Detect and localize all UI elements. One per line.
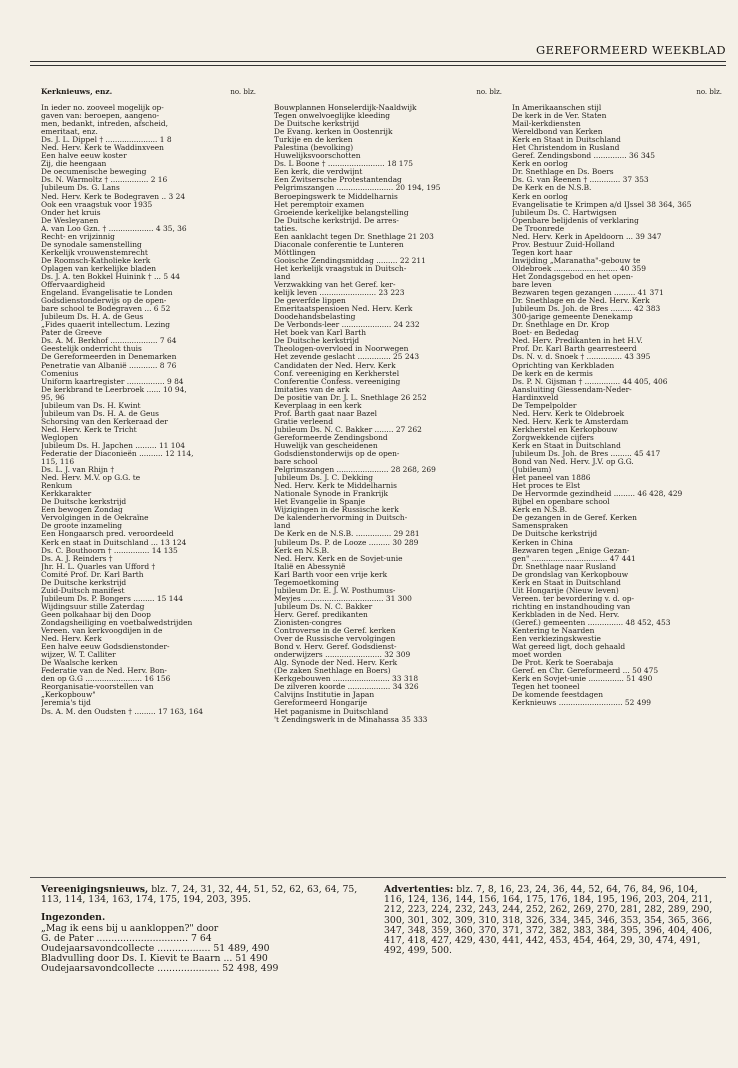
index-entry: De Waalsche kerken (41, 659, 118, 668)
index-entry: Evangelisatie te Krimpen a/d IJssel 38 364, 365 (512, 200, 692, 209)
index-entry: Een halve eeuw koster (41, 152, 127, 161)
index-entry: men, bedankt, intreden, afscheid, (41, 120, 169, 129)
column-1-header (41, 88, 256, 104)
index-entry: gaven van: beroepen, aangeno- (41, 112, 160, 121)
index-entry: Kerk en oorlog (512, 192, 568, 201)
ingezonden-entry: „Mag ik eens bij u aankloppen?" door (41, 923, 219, 934)
index-entry: Beroepingswerk te Middelharnis (274, 192, 398, 201)
index-entry: Jubileum van Ds. H. A. de Geus (41, 409, 159, 418)
index-entry: Geref. Zendingsbond .............. 36 345 (512, 152, 656, 161)
index-entry: Wijzigingen in de Russische kerk (274, 506, 399, 515)
index-entry: De positie van Dr. J. L. Snethlage 26 252 (274, 393, 427, 402)
index-entry: Turkije en de kerken (274, 136, 353, 145)
index-entry: De Duitsche kerkstrijd (41, 498, 127, 507)
index-entry: Ds. P. N. Gijsman † ............... 44 405, 406 (512, 377, 668, 386)
index-entry: Een aanklacht tegen Dr. Snethlage 21 203 (274, 232, 434, 241)
index-entry: De zilveren koorde .................. 34 326 (274, 683, 419, 692)
index-entry: onderwijzers ........................ 32 309 (274, 651, 411, 660)
index-entry: Ds. J. L. Dippel † ...................... 1 8 (41, 136, 172, 145)
index-entry: Jubileum Ds. Joh. de Bres ......... 42 383 (512, 305, 661, 314)
index-entry: Het peremptoir examen (274, 200, 365, 209)
index-entry: (Jubileum) (512, 466, 552, 475)
index-entry: Jubileum van Ds. H. Kwint (41, 401, 141, 410)
index-entry: Tegen onwelvoeglijke kleeding (274, 112, 391, 121)
index-entry: Conferentie Confess. vereeniging (274, 377, 401, 386)
index-entry: De Duitsche kerkstrijd. De arres- (274, 216, 399, 225)
index-entry: A. van Loo Gzn. † ................... 4 35, 36 (41, 224, 187, 233)
index-entry: Bond v. Herv. Geref. Godsdienst- (274, 643, 397, 652)
index-entry: Het paganisme in Duitschland (274, 707, 389, 716)
index-entry: Kerkherstel en Kerkopbouw (512, 425, 618, 434)
index-entry: Kerken in China (512, 538, 573, 547)
index-entry: Ned. Herv. Predikanten in het H.V. (512, 337, 643, 346)
index-entry: Vereen. van kerkvoogdijen in de (41, 627, 163, 636)
index-entry: Het Christendom in Rusland (512, 144, 620, 153)
index-entry: Oplagen van kerkelijke bladen (41, 264, 157, 273)
index-entry: taties. (274, 224, 298, 233)
index-entry: Tegen kort haar (512, 248, 573, 257)
index-entry: Pelgrimszangen ...................... 28 268, 269 (274, 466, 436, 475)
column-2-number-header: no. blz. (476, 88, 502, 96)
index-entry: Jubileum Ds. P. Bongers ......... 15 144 (41, 594, 183, 603)
index-entry: Prof. Dr. Karl Barth gearresteerd (512, 345, 637, 354)
index-entry: Samenspraken (512, 522, 569, 531)
index-entry: Godsdienstonderwijs op de open- (274, 450, 400, 459)
index-entry: Kerk en Staat in Duitschland (512, 136, 621, 145)
index-entry: Controverse in de Geref. kerken (274, 627, 396, 636)
index-entry: Uit Hongarije (Nieuw leven) (512, 586, 619, 595)
index-entry: Conf. vereeniging en Kerkherstel (274, 369, 400, 378)
index-entry: Het zevende geslacht .............. 25 243 (274, 353, 420, 362)
index-entry: De Duitsche kerkstrijd (274, 120, 360, 129)
index-entry: Theologen-overvloed in Noorwegen (274, 345, 409, 354)
index-entry: Verzwakking van het Geref. ker- (274, 281, 396, 290)
index-entry: Dr. Snethlage en Ds. Boers (512, 168, 614, 177)
index-entry: De kerk in de Ver. Staten (512, 112, 607, 121)
header-rule-thin (30, 65, 726, 66)
index-entry: Ds. N. v. d. Snoek † ............... 43 395 (512, 353, 651, 362)
column-3-number-header: no. blz. (696, 88, 722, 96)
page-header-title: GEREFORMEERD WEEKBLAD (535, 43, 726, 57)
index-entry: Ned. Herv. Kerk te Waddinxveen (41, 144, 164, 153)
index-entry: Het Zondagsgebod en het open- (512, 272, 634, 281)
index-entry: De Prot. Kerk te Soerabaja (512, 659, 614, 668)
index-entry: bare school (274, 458, 318, 467)
header-rule-thick (30, 61, 726, 62)
index-entry: Het Evangelie in Spanje (274, 498, 366, 507)
index-entry: In ieder no. zooveel mogelijk op- (41, 104, 164, 112)
index-entry: Jubileum Dr. E. J. W. Posthumus- (274, 586, 396, 595)
index-entry: Penetratie van Albanië ............ 8 76 (41, 361, 177, 370)
index-entry: Ned. Herv. Kerk te Bodegraven .. 3 24 (41, 192, 186, 201)
index-entry: De Tempelpolder (512, 401, 577, 410)
index-entry: Kerk en Staat in Duitschland (512, 578, 621, 587)
ingezonden-entry: G. de Pater ............................... 7 64 (41, 933, 212, 944)
index-entry: 300-jarige gemeente Denekamp (512, 313, 633, 322)
index-entry: Zondagsheiliging en voetbalwedstrijden (41, 619, 193, 627)
index-entry: Ned. Herv. Kerk te Amsterdam (512, 417, 629, 426)
index-entry: Ned. Herv. Kerk in Apeldoorn ... 39 347 (512, 232, 662, 241)
index-entry: Federatie van de Ned. Herv. Bon- (41, 667, 167, 676)
index-entry: Prof. Barth gaat naar Bazel (274, 409, 378, 418)
index-entry: moet worden (512, 651, 562, 660)
index-entry: Pelgrimszangen ........................ 20 194, 195 (274, 184, 441, 193)
index-entry: Nationale Synode in Frankrijk (274, 490, 388, 499)
index-entry: Ds. L Boone † ........................ 18 175 (274, 160, 413, 169)
index-entry: kelijk leven ........................ 23 223 (274, 289, 405, 298)
index-entry: Uniform kaartregister ................ 9 84 (41, 377, 184, 386)
vereenigingsnieuws-label: Vereenigingsnieuws, (41, 884, 149, 895)
index-entry: Kerkkarakter (41, 490, 92, 499)
index-entry: bare leven (512, 281, 552, 290)
index-entry: Bouwplannen Honselerdijk-Naaldwijk (274, 104, 417, 112)
index-entry: Comité Prof. Dr. Karl Barth (41, 570, 144, 579)
index-entry: Openbare belijdenis of verklaring (512, 216, 639, 225)
index-entry: De kerk en de kermis (512, 369, 593, 378)
index-entry: Kerkbladen in de Ned. Herv. (512, 610, 620, 619)
index-entry: Meyjes .................................. 31 300 (274, 594, 412, 603)
index-entry: Jubileum Ds. J. C. Dekking (274, 474, 373, 483)
index-entry: Inwijding „Maranatha"-gebouw te (512, 256, 641, 265)
index-entry: Kerk en staat in Duitschland ... 13 124 (41, 538, 187, 547)
index-entry: Bezwaren tegen „Enige Gezan- (512, 546, 630, 555)
index-entry: Recht- en vrijzinnig (41, 232, 115, 241)
index-entry: Offervaardigheid (41, 281, 106, 290)
index-entry: Een kerk, die verdwijnt (274, 168, 363, 177)
index-entry: Een halve eeuw Godsdienstonder- (41, 643, 170, 652)
index-entry: wijzer, W. T. Calliter (41, 651, 116, 660)
index-entry: Zij, die heengaan (41, 160, 107, 169)
index-entry: Ned. Herv. Kerk te Tricht (41, 425, 137, 434)
index-entry: Jubileum Ds. H. Japchen ......... 11 104 (41, 441, 185, 450)
ingezonden-title: Ingezonden. (41, 912, 106, 924)
index-entry: Italië en Abessynië (274, 562, 346, 571)
index-entry: Het boek van Karl Barth (274, 329, 367, 338)
index-entry: De Kerk en de N.S.B. (512, 184, 592, 193)
column-1-entries (41, 104, 256, 716)
index-entry: Boet- en Bededag (512, 329, 579, 338)
footer-right (384, 885, 714, 956)
index-entry: Ds. A. M. den Oudsten † ......... 17 163, 164 (41, 707, 203, 716)
index-entry: bare school te Bodegraven ... 6 52 (41, 305, 171, 314)
index-entry: Kerk en N.S.B. (274, 546, 330, 555)
index-entry: (De zaken Snethlage en Boers) (274, 667, 391, 676)
index-entry: Bijbel en openbare school (512, 498, 610, 507)
index-entry: De Gereformeerden in Denemarken (41, 353, 177, 362)
index-entry: Herv. Geref. predikanten (274, 610, 368, 619)
footer-left (41, 885, 366, 975)
index-entry: Ds. N. Warmoltz † ................ 2 16 (41, 176, 168, 185)
index-entry: Federatie der Diaconieën .......... 12 114, (41, 450, 194, 459)
index-entry: Ds. L. J. van Rhijn † (41, 466, 115, 475)
ingezonden-entry: Oudejaarsavondcollecte ..................... 52 498, 499 (41, 964, 279, 975)
index-entry: De Duitsche kerkstrijd (512, 530, 598, 539)
index-entry: „Kerkopbouw" (41, 691, 96, 700)
index-entry: Gratie verleend (274, 417, 333, 426)
index-entry: Gereformeerd Hongarije (274, 699, 368, 708)
index-entry: De Roomsch-Katholieke kerk (41, 256, 151, 265)
index-entry: Zionisten-congres (274, 619, 342, 627)
index-entry: Groeiende kerkelijke belangstelling (274, 208, 409, 217)
index-entry: De kerkbrand te Leerbroek ...... 10 94, (41, 385, 187, 394)
index-entry: Jubileum Ds. P. de Looze ......... 30 289 (274, 538, 419, 547)
index-entry: Kentering te Naarden (512, 627, 595, 636)
index-entry: Wereldbond van Kerken (512, 128, 603, 137)
index-entry: Jubileum Ds. N. C. Bakker ........ 27 262 (274, 425, 422, 434)
index-entry: richting en instandhouding van (512, 602, 631, 611)
index-entry: Een bewogen Zondag (41, 506, 123, 515)
index-entry: Jubileum Ds. C. Hartwigsen (512, 208, 617, 217)
index-entry: Geen polkahaar bij den Doop (41, 610, 151, 619)
column-2-entries (274, 104, 502, 724)
footer-divider (30, 877, 726, 878)
index-entry: Onder het kruis (41, 208, 101, 217)
column-3-entries (512, 104, 722, 708)
index-entry: Oldebroek ........................... 40 359 (512, 264, 646, 273)
index-entry: Ds. A. M. Berkhof .................... 7 64 (41, 337, 177, 346)
index-entry: Dr. Snethlage en de Ned. Herv. Kerk (512, 297, 650, 306)
index-entry: Comenius (41, 369, 79, 378)
index-entry: Kerk en N.S.B. (512, 506, 568, 515)
index-entry: Dr. Snethlage en Dr. Krop (512, 321, 610, 330)
index-entry: Ned. Herv. M.V. op G.G. te (41, 474, 141, 483)
index-entry: De Kerk en de N.S.B. ............... 29 281 (274, 530, 420, 539)
index-entry: 115, 116 (41, 458, 75, 467)
index-entry: Huwelijk van gescheidenen (274, 441, 378, 450)
index-entry: De gezangen in de Geref. Kerken (512, 514, 637, 523)
index-entry: Kerknieuws ........................... 52 499 (512, 699, 651, 708)
index-entry: Palestina (bevolking) (274, 144, 354, 153)
index-entry: 't Zendingswerk in de Minahassa 35 333 (274, 715, 428, 724)
index-entry: De Troonrede (512, 224, 565, 233)
index-entry: Möttlingen (274, 248, 316, 257)
index-column-3 (512, 88, 722, 708)
index-entry: Ned. Herv. Kerk (41, 635, 102, 644)
advertenties-label: Advertenties: (384, 884, 454, 895)
index-entry: Ds. C. Bouthoorn † ............... 14 135 (41, 546, 178, 555)
index-entry: De Hervormde gezindheid ......... 46 428, 429 (512, 490, 683, 499)
index-entry: Candidaten der Ned. Herv. Kerk (274, 361, 396, 370)
index-entry: Wijdingsuur stille Zaterdag (41, 602, 145, 611)
index-entry: Het proces te Elst (512, 482, 581, 491)
vereenigingsnieuws-pages: blz. 7, 24, 31, 32, 44, 51, 52, 62, 63, 64, 75, 113, 114, 134, 163, 174, 175, 194, 203, 395. (41, 884, 358, 906)
index-entry: De oecumenische beweging (41, 168, 147, 177)
index-entry: Karl Barth voor een vrije kerk (274, 570, 388, 579)
index-entry: Het kerkelijk vraagstuk in Duitsch- (274, 264, 407, 273)
index-entry: Alg. Synode der Ned. Herv. Kerk (274, 659, 398, 668)
index-entry: De kalenderhervorming in Duitsch- (274, 514, 408, 523)
index-entry: Het paneel van 1886 (512, 474, 591, 483)
index-entry: Jubileum Ds. H. A. de Geus (41, 313, 144, 322)
index-entry: Gereformeerde Zendingsbond (274, 433, 388, 442)
index-entry: Geestelijk onderricht thuis (41, 345, 142, 354)
index-entry: De geverfde lippen (274, 297, 346, 306)
index-entry: Bond van Ned. Herv. J.V. op G.G. (512, 458, 634, 467)
index-entry: gen" ................................ 47 441 (512, 554, 636, 563)
index-entry: De Duitsche kerkstrijd (274, 337, 360, 346)
index-entry: Tegemoetkoming (274, 578, 339, 587)
index-entry: Jubileum Ds. G. Lans (41, 184, 120, 193)
index-entry: Zuid-Duitsch manifest (41, 586, 125, 595)
index-entry: Huwelijksvoorschotten (274, 152, 361, 161)
index-entry: den op G.G ........................ 16 156 (41, 675, 171, 684)
index-entry: Ned. Herv. Kerk en de Sovjet-unie (274, 554, 403, 563)
index-entry: De grondslag van Kerkopbouw (512, 570, 629, 579)
advertenties-pages: blz. 7, 8, 16, 23, 24, 36, 44, 52, 64, 76, 84, 96, 104, 116, 124, 136, 144, 156, 164, 175, 176, 184, 195, 196, 203, 204, 211, 212, 223, 224, 232, 243, 244, 252, 262, 269, 270, 281, 282, 289, 290, 300, 301, 302, 309, 310, 318, 326, 334, 345, 346, 353, 354, 365, 366, 347, 348, 359, 360, 370, 371, 372, 382, 383, 384, 395, 396, 404, 406, 417, 418, 427, 429, 430, 441, 442, 453, 454, 464, 29, 30, 474, 491, 492, 499, 500. (384, 884, 713, 957)
index-entry: Jubileum Ds. Joh. de Bres ......... 45 417 (512, 450, 661, 459)
index-entry: Emeritaatspensioen Ned. Herv. Kerk (274, 305, 413, 314)
index-entry: Jubileum Ds. N. C. Bakker (274, 602, 373, 611)
index-entry: Tegen het tooneel (512, 683, 580, 692)
index-entry: De groote inzameling (41, 522, 123, 531)
index-entry: Schorsing van den Kerkeraad der (41, 417, 168, 426)
column-1-title: Kerknieuws, enz. (41, 87, 113, 96)
index-entry: Kerkgebouwen ........................ 33 318 (274, 675, 419, 684)
index-entry: Dr. Snethlage naar Rusland (512, 562, 616, 571)
index-entry: Bezwaren tegen gezangen ......... 41 371 (512, 289, 664, 298)
index-entry: land (274, 522, 291, 531)
index-entry: Kerk en Staat in Duitschland (512, 441, 621, 450)
index-entry: Vervolgingen in de Oekraïne (41, 514, 149, 523)
index-entry: De Verbonds-leer ..................... 24 232 (274, 321, 420, 330)
index-entry: Wat gereed ligt, doch gehaald (512, 643, 626, 652)
index-entry: De Wesleyanen (41, 216, 99, 225)
index-entry: Ds. G. van Reenen † ............. 37 353 (512, 176, 649, 185)
column-2-header (274, 88, 502, 104)
index-entry: Calvijns Institutie in Japan (274, 691, 375, 700)
index-entry: Imitaties van de ark (274, 385, 350, 394)
index-entry: De Evang. kerken in Oostenrijk (274, 128, 393, 137)
index-entry: Hardinxveld (512, 393, 559, 402)
index-entry: Zorgwekkende cijfers (512, 433, 594, 442)
index-column-2 (274, 88, 502, 724)
index-entry: Ook een vraagstuk voor 1935 (41, 200, 153, 209)
index-entry: Renkum (41, 482, 73, 491)
index-entry: Pater de Greeve (41, 329, 102, 338)
index-entry: In Amerikaanschen stijl (512, 104, 602, 112)
index-entry: emeritaat, enz. (41, 128, 98, 137)
index-entry: Ned. Herv. Kerk te Middelharnis (274, 482, 397, 491)
index-entry: Kerk en Sovjet-unie ............... 51 490 (512, 675, 653, 684)
index-entry: Ds. J. A. ten Bokkel Huinink † ... 5 44 (41, 272, 180, 281)
ingezonden-entry: Bladvulling door Ds. I. Kievit te Baarn ... 51 490 (41, 954, 268, 965)
index-entry: „Fides quaerit intellectum. Lezing (41, 321, 171, 330)
index-entry: De komende feestdagen (512, 691, 603, 700)
index-entry: Prov. Bestuur Zuid-Holland (512, 240, 615, 249)
index-column-1 (41, 88, 256, 716)
index-entry: Kerkelijk vrouwenstemrecht (41, 248, 148, 257)
index-entry: De Duitsche kerkstrijd (41, 578, 127, 587)
index-entry: Ned. Herv. Kerk te Oldebroek (512, 409, 625, 418)
index-entry: Diaconale conferentie te Lunteren (274, 240, 404, 249)
ingezonden-entries (41, 924, 366, 975)
index-entry: Ds. A. J. Reinders † (41, 554, 113, 563)
index-entry: Aansluiting Giessendam-Neder- (512, 385, 632, 394)
index-entry: Jeremia's tijd (41, 699, 91, 708)
index-entry: 95, 96 (41, 393, 65, 402)
index-entry: Vereen. ter bevordering v. d. op- (512, 594, 634, 603)
index-entry: (Geref.) gemeenten ............... 48 452, 453 (512, 619, 671, 627)
index-entry: Geref. en Chr. Gereformeerd ... 50 475 (512, 667, 659, 676)
index-entry: Jhr. H. L. Quarles van Ufford † (41, 562, 156, 571)
index-entry: Godsdienstonderwijs op de open- (41, 297, 167, 306)
index-entry: Een Zwitsersche Protestantendag (274, 176, 402, 185)
index-entry: Een Hongaarsch pred. veroordeeld (41, 530, 174, 539)
index-entry: land (274, 272, 291, 281)
index-entry: De synodale samenstelling (41, 240, 142, 249)
index-entry: Oprichting van Kerkbladen (512, 361, 615, 370)
index-entry: Reorganisatie-voorstellen van (41, 683, 154, 692)
ingezonden-entry: Oudejaarsavondcollecte .................. 51 489, 490 (41, 944, 270, 955)
vereenigingsnieuws-entry (41, 885, 366, 905)
column-1-number-header: no. blz. (230, 88, 256, 96)
column-3-header (512, 88, 722, 104)
index-entry: Mail-kerkdiensten (512, 120, 581, 129)
index-entry: Over de Russische vervolgingen (274, 635, 396, 644)
index-entry: Engeland. Evangelisatie te Londen (41, 289, 173, 298)
index-entry: Keverplaag in een kerk (274, 401, 362, 410)
index-entry: Gooische Zendingsmiddag ......... 22 211 (274, 256, 426, 265)
index-entry: Doodehandsbelasting (274, 313, 356, 322)
index-entry: Een verkiezingskwestie (512, 635, 601, 644)
index-entry: Weglopen (41, 433, 79, 442)
index-entry: Kerk en oorlog (512, 160, 568, 169)
